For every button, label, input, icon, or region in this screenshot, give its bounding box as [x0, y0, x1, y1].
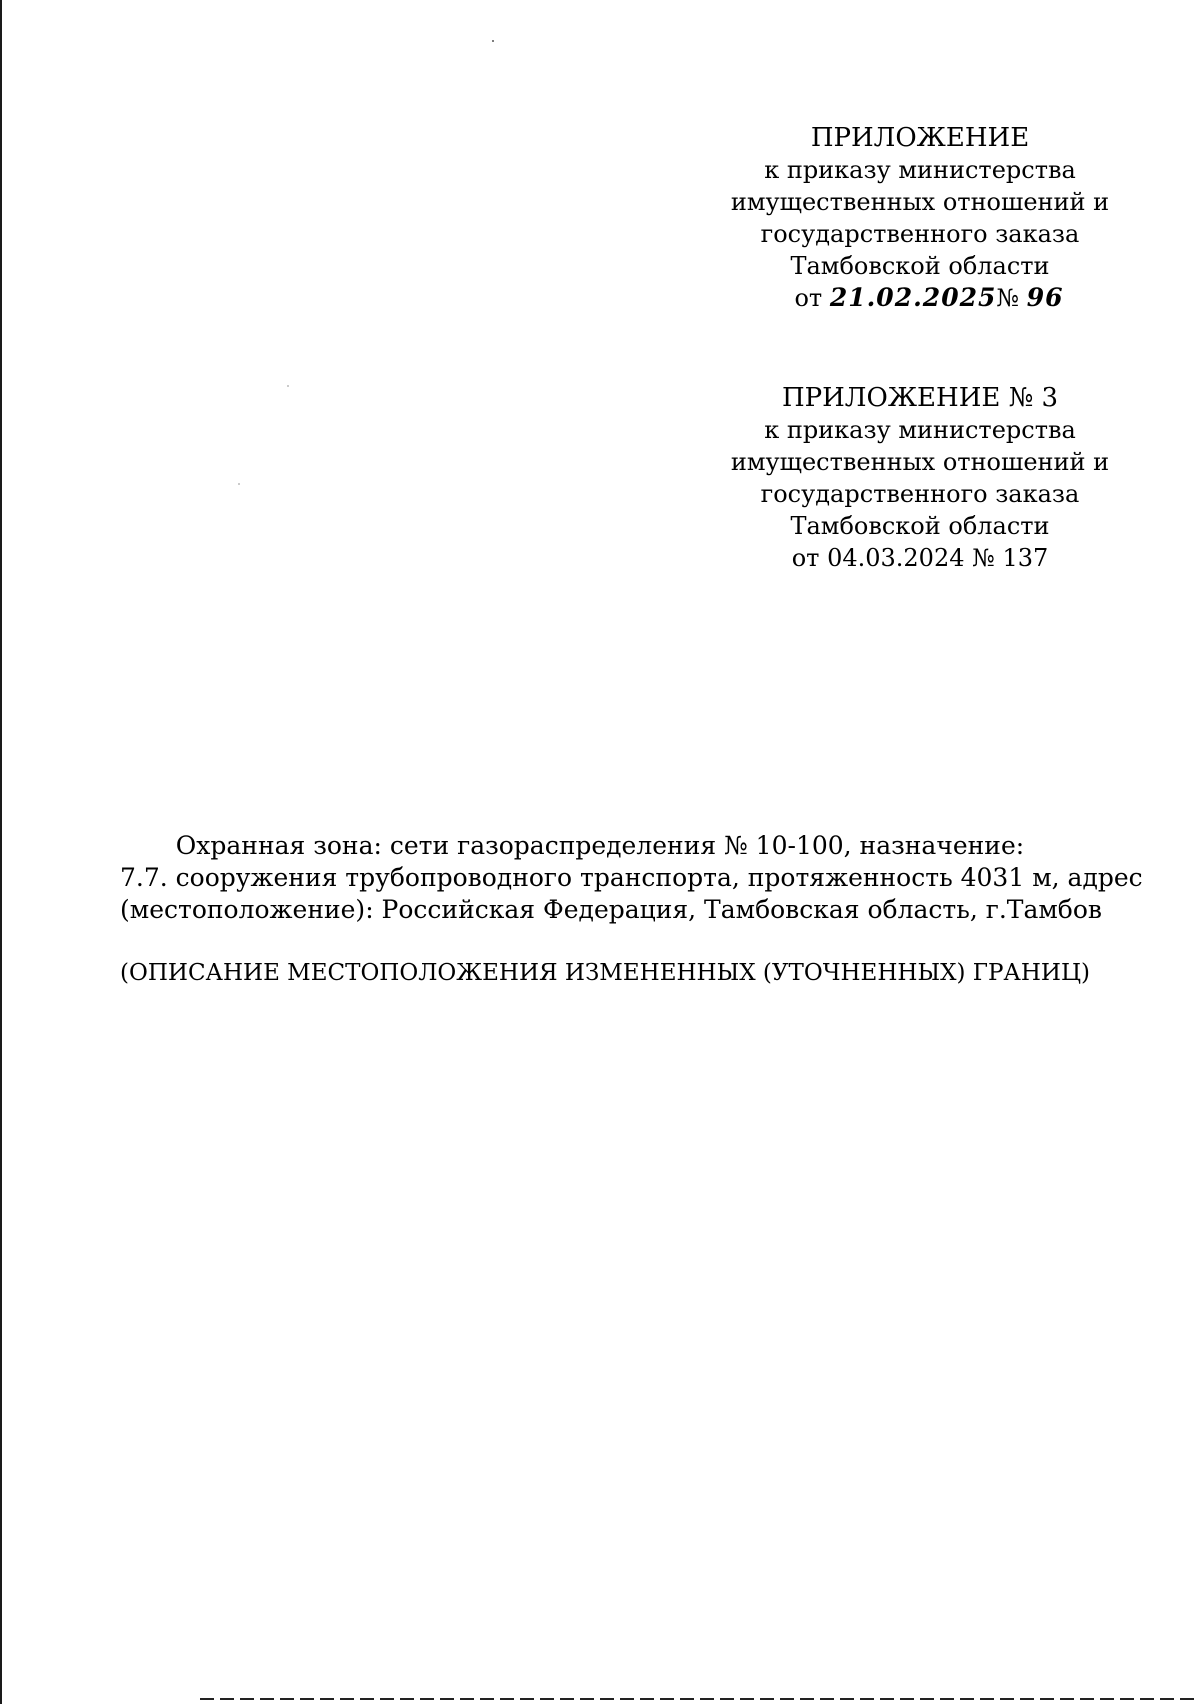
scan-edge-bottom — [200, 1698, 1200, 1700]
appendix-approval-block — [700, 122, 1140, 314]
appendix-date-line — [700, 282, 1140, 314]
appendix-region-line: Тамбовской области — [790, 252, 1050, 280]
zone-description-line-1: Охранная зона: сети газораспределения № 10-100, назначение: — [175, 831, 1025, 860]
protection-zone-description — [120, 830, 1143, 926]
appendix-3-region-line: Тамбовской области — [790, 512, 1050, 540]
scan-edge-left — [0, 0, 2, 1704]
appendix-procurement-line: государственного заказа — [760, 220, 1080, 248]
appendix-heading: ПРИЛОЖЕНИЕ — [810, 123, 1030, 153]
appendix-3-ministry-line: имущественных отношений и — [730, 448, 1110, 476]
appendix-3-approval-block — [700, 382, 1140, 574]
zone-description-line-2: 7.7. сооружения трубопроводного транспорта, протяженность 4031 м, адрес — [120, 863, 1143, 892]
number-prefix: № — [996, 284, 1020, 312]
appendix-order-line: к приказу министерства — [764, 156, 1076, 184]
appendix-3-heading: ПРИЛОЖЕНИЕ № 3 — [781, 383, 1059, 413]
appendix-3-date-line: от 04.03.2024 № 137 — [791, 544, 1049, 572]
handwritten-date: 21.02.2025 — [829, 283, 997, 312]
handwritten-number: 96 — [1026, 283, 1064, 312]
appendix-3-procurement-line: государственного заказа — [760, 480, 1080, 508]
date-prefix: от — [794, 284, 823, 312]
zone-description-line-3: (местоположение): Российская Федерация, Тамбовская область, г.Тамбов — [120, 895, 1102, 924]
scan-speck — [238, 483, 240, 485]
appendix-3-order-line: к приказу министерства — [764, 416, 1076, 444]
appendix-ministry-line: имущественных отношений и — [730, 188, 1110, 216]
scan-speck — [287, 385, 289, 387]
boundary-description-caption: (ОПИСАНИЕ МЕСТОПОЛОЖЕНИЯ ИЗМЕНЕННЫХ (УТОЧНЕННЫХ) ГРАНИЦ) — [120, 960, 1090, 986]
scan-speck — [492, 40, 494, 42]
